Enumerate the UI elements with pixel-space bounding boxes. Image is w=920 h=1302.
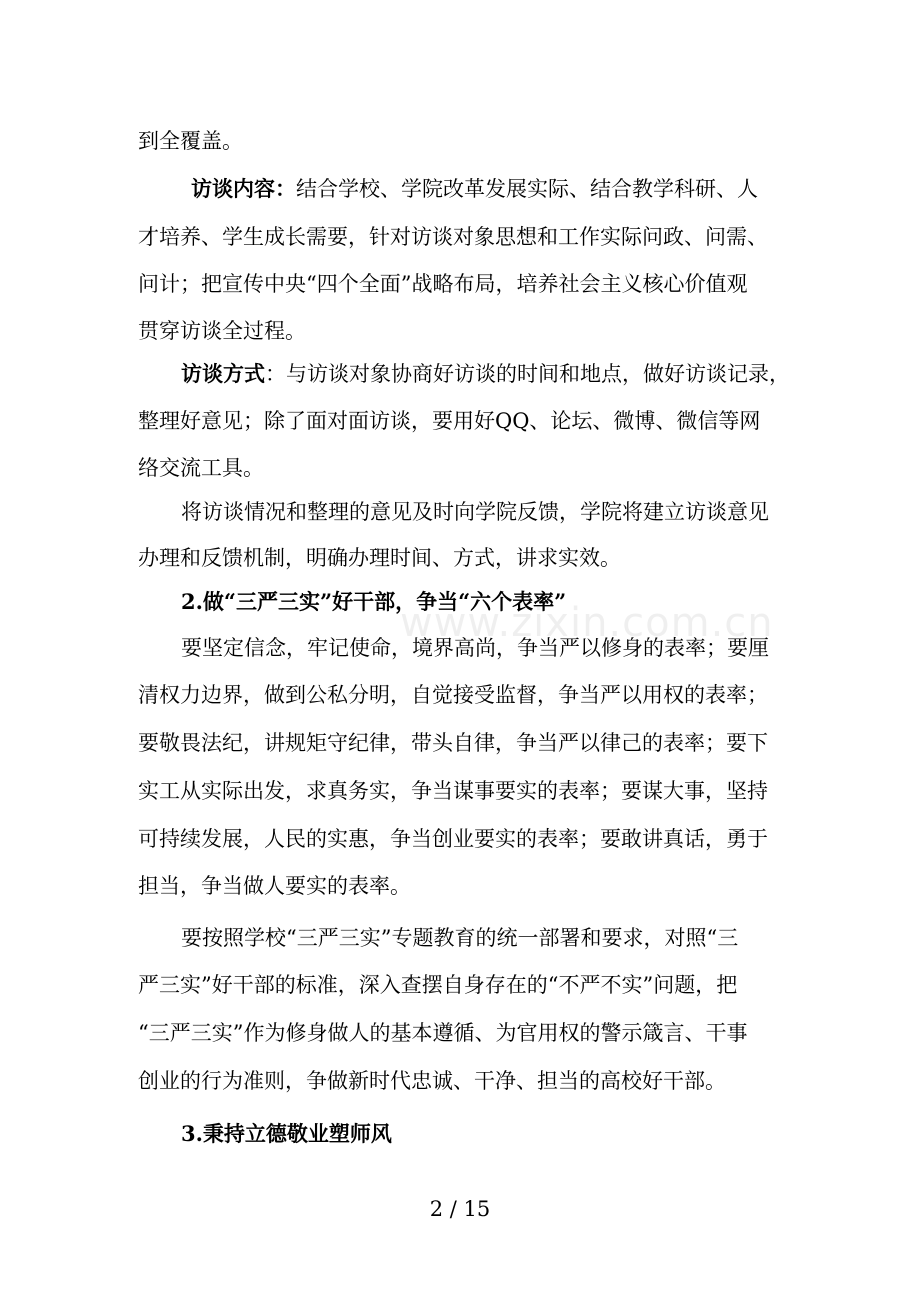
paragraph-line: 到全覆盖。 <box>138 129 243 153</box>
paragraph-line: 将访谈情况和整理的意见及时向学院反馈，学院将建立访谈意见 <box>181 500 769 524</box>
watermark: www.zixin.com.cn <box>400 600 774 646</box>
paragraph-line: 问计；把宣传中央“四个全面”战略布局，培养社会主义核心价值观 <box>138 272 748 296</box>
section-heading: 3.秉持立德敬业塑师风 <box>181 1121 392 1146</box>
paragraph-line <box>191 176 798 202</box>
paragraph-line: 创业的行为准则，争做新时代忠诚、干净、担当的高校好干部。 <box>138 1069 726 1093</box>
paragraph-line: 要敬畏法纪，讲规矩守纪律，带头自律，争当严以律己的表率；要下 <box>138 731 768 755</box>
paragraph-line: 实工从实际出发，求真务实，争当谋事要实的表率；要谋大事，坚持 <box>138 779 768 803</box>
paragraph-line: 清权力边界，做到公私分明，自觉接受监督，争当严以用权的表率； <box>138 683 768 707</box>
paragraph-line <box>181 361 798 387</box>
paragraph-line: 才培养、学生成长需要，针对访谈对象思想和工作实际问政、问需、 <box>138 225 768 249</box>
section-heading: 2.做“三严三实”好干部，争当“六个表率” <box>181 589 567 614</box>
paragraph-line: “三严三实”作为修身做人的基本遵循、为官用权的警示箴言、干事 <box>138 1021 748 1045</box>
paragraph-line: 办理和反馈机制，明确办理时间、方式，讲求实效。 <box>138 546 621 570</box>
paragraph-line: 要坚定信念，牢记使命，境界高尚，争当严以修身的表率；要厘 <box>181 636 769 660</box>
paragraph-line: 络交流工具。 <box>138 456 264 480</box>
paragraph-line: 严三实”好干部的标准，深入查摆自身存在的“不严不实”问题，把 <box>138 973 738 997</box>
paragraph-line: 整理好意见；除了面对面访谈，要用好QQ、论坛、微博、微信等网 <box>138 409 761 433</box>
paragraph-line: 要按照学校“三严三实”专题教育的统一部署和要求，对照“三 <box>181 926 739 950</box>
paragraph-label: 访谈方式 <box>181 361 265 386</box>
paragraph-line: 可持续发展，人民的实惠，争当创业要实的表率；要敢讲真话，勇于 <box>138 827 768 851</box>
paragraph-line: 担当，争当做人要实的表率。 <box>138 874 411 898</box>
paragraph-text: ：与访谈对象协商好访谈的时间和地点，做好访谈记录， <box>265 362 790 386</box>
page-number: 2 / 15 <box>429 1197 491 1221</box>
paragraph-text: 结合学校、学院改革发展实际、结合教学科研、人 <box>296 177 758 201</box>
paragraph-label: 访谈内容： <box>191 176 296 201</box>
paragraph-line: 贯穿访谈全过程。 <box>138 319 306 343</box>
